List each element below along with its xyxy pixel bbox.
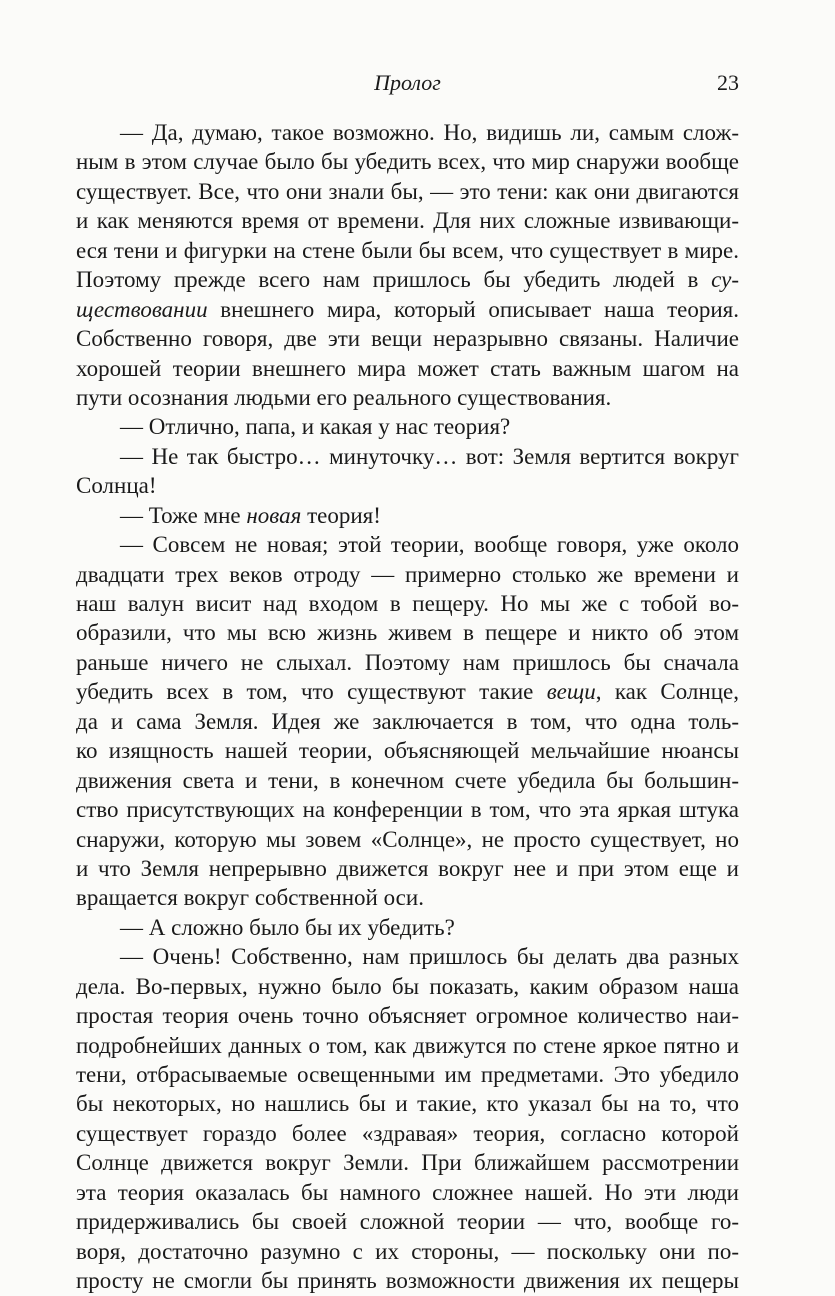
text-line: — Не так быстро… минуточку… вот: Земля вертится вокруг — [120, 443, 739, 469]
emphasis: вещи — [546, 679, 596, 705]
text-line: — Совсем не новая; этой теории, вообще говоря, уже около — [120, 532, 739, 558]
text-line: существует. Все, что они знали бы, — это тени: как они двигаются — [76, 178, 739, 204]
text-line: образили, что мы всю жизнь живем в пещере и никто об этом — [76, 620, 739, 646]
body-text — [76, 118, 739, 1296]
text-line: хорошей теории внешнего мира может стать важным шагом на — [76, 355, 739, 381]
emphasis: су- — [711, 267, 739, 293]
text-line: движения света и тени, в конечном счете убедила бы большин- — [76, 767, 739, 793]
text-line: — Да, думаю, такое возможно. Но, видишь ли, самым слож- — [120, 120, 739, 145]
text-span: Поэтому прежде всего нам пришлось бы убедить людей в — [76, 267, 712, 293]
text-line: — Очень! Собственно, нам пришлось бы делать два разных — [120, 944, 739, 970]
text-line — [76, 295, 739, 324]
text-line — [76, 265, 739, 294]
text-span: , как Солнце, — [595, 679, 739, 705]
text-line: Собственно говоря, две эти вещи неразрывно связаны. Наличие — [76, 326, 739, 352]
emphasis: новая — [246, 502, 302, 528]
text-span: убедить всех в том, что существуют такие — [76, 679, 547, 705]
text-line: — Отлично, папа, и какая у нас теория? — [120, 414, 511, 440]
emphasis: ществовании — [76, 296, 208, 322]
running-title: Пролог — [374, 70, 441, 95]
text-span: — Тоже мне — [120, 502, 247, 528]
text-line: наш валун висит над входом в пещеру. Но мы же с тобой во- — [76, 591, 739, 616]
text-line — [76, 501, 739, 530]
text-line: бы некоторых, но нашлись бы и такие, кто указал бы на то, что — [76, 1091, 739, 1117]
text-line: двадцати трех веков отроду — примерно столько же времени и — [76, 561, 739, 587]
page-header — [76, 70, 739, 102]
text-line: вращается вокруг собственной оси. — [76, 885, 424, 911]
text-line: дела. Во-первых, нужно было бы показать, каким образом наша — [76, 973, 739, 999]
text-line: простая теория очень точно объясняет огромное количество наи- — [76, 1003, 739, 1029]
text-line: Солнца! — [76, 473, 157, 499]
text-line: раньше ничего не слыхал. Поэтому нам пришлось бы сначала — [76, 649, 739, 675]
text-line: снаружи, которую мы зовем «Солнце», не просто существует, но — [76, 826, 739, 852]
text-line: — А сложно было бы их убедить? — [120, 914, 455, 940]
text-line: просту не смогли бы принять возможности движения их пещеры — [76, 1268, 739, 1294]
text-line: ко изящность нашей теории, объясняющей мельчайшие нюансы — [76, 738, 739, 764]
text-line: подробнейших данных о том, как движутся по стене яркое пятно и — [76, 1032, 739, 1058]
text-line: существует гораздо более «здравая» теория, согласно которой — [76, 1120, 739, 1146]
text-line: эта теория оказалась бы намного сложнее нашей. Но эти люди — [76, 1179, 739, 1205]
text-line: ным в этом случае было бы убедить всех, что мир снаружи вообще — [76, 149, 739, 175]
text-line: воря, достаточно разумно с их стороны, — поскольку они по- — [76, 1238, 739, 1264]
text-line: Солнце движется вокруг Земли. При ближайшем рассмотрении — [76, 1150, 739, 1176]
text-line: пути осознания людьми его реального существования. — [76, 384, 612, 410]
page-number: 23 — [717, 70, 739, 95]
text-line: тени, отбрасываемые освещенными им предметами. Это убедило — [76, 1062, 739, 1087]
text-line — [76, 677, 739, 706]
text-line: еся тени и фигурки на стене были бы всем, что существует в мире. — [76, 237, 739, 263]
text-line: и что Земля непрерывно движется вокруг нее и при этом еще и — [76, 855, 739, 881]
text-line: ство присутствующих на конференции в том, что эта яркая штука — [76, 797, 739, 823]
text-span: внешнего мира, который описывает наша теория. — [207, 296, 739, 322]
text-line: и как меняются время от времени. Для них сложные извивающи- — [76, 208, 739, 234]
text-line: да и сама Земля. Идея же заключается в том, что одна толь- — [76, 708, 739, 734]
text-span: теория! — [301, 502, 381, 528]
text-line: придерживались бы своей сложной теории — что, вообще го- — [76, 1209, 739, 1235]
